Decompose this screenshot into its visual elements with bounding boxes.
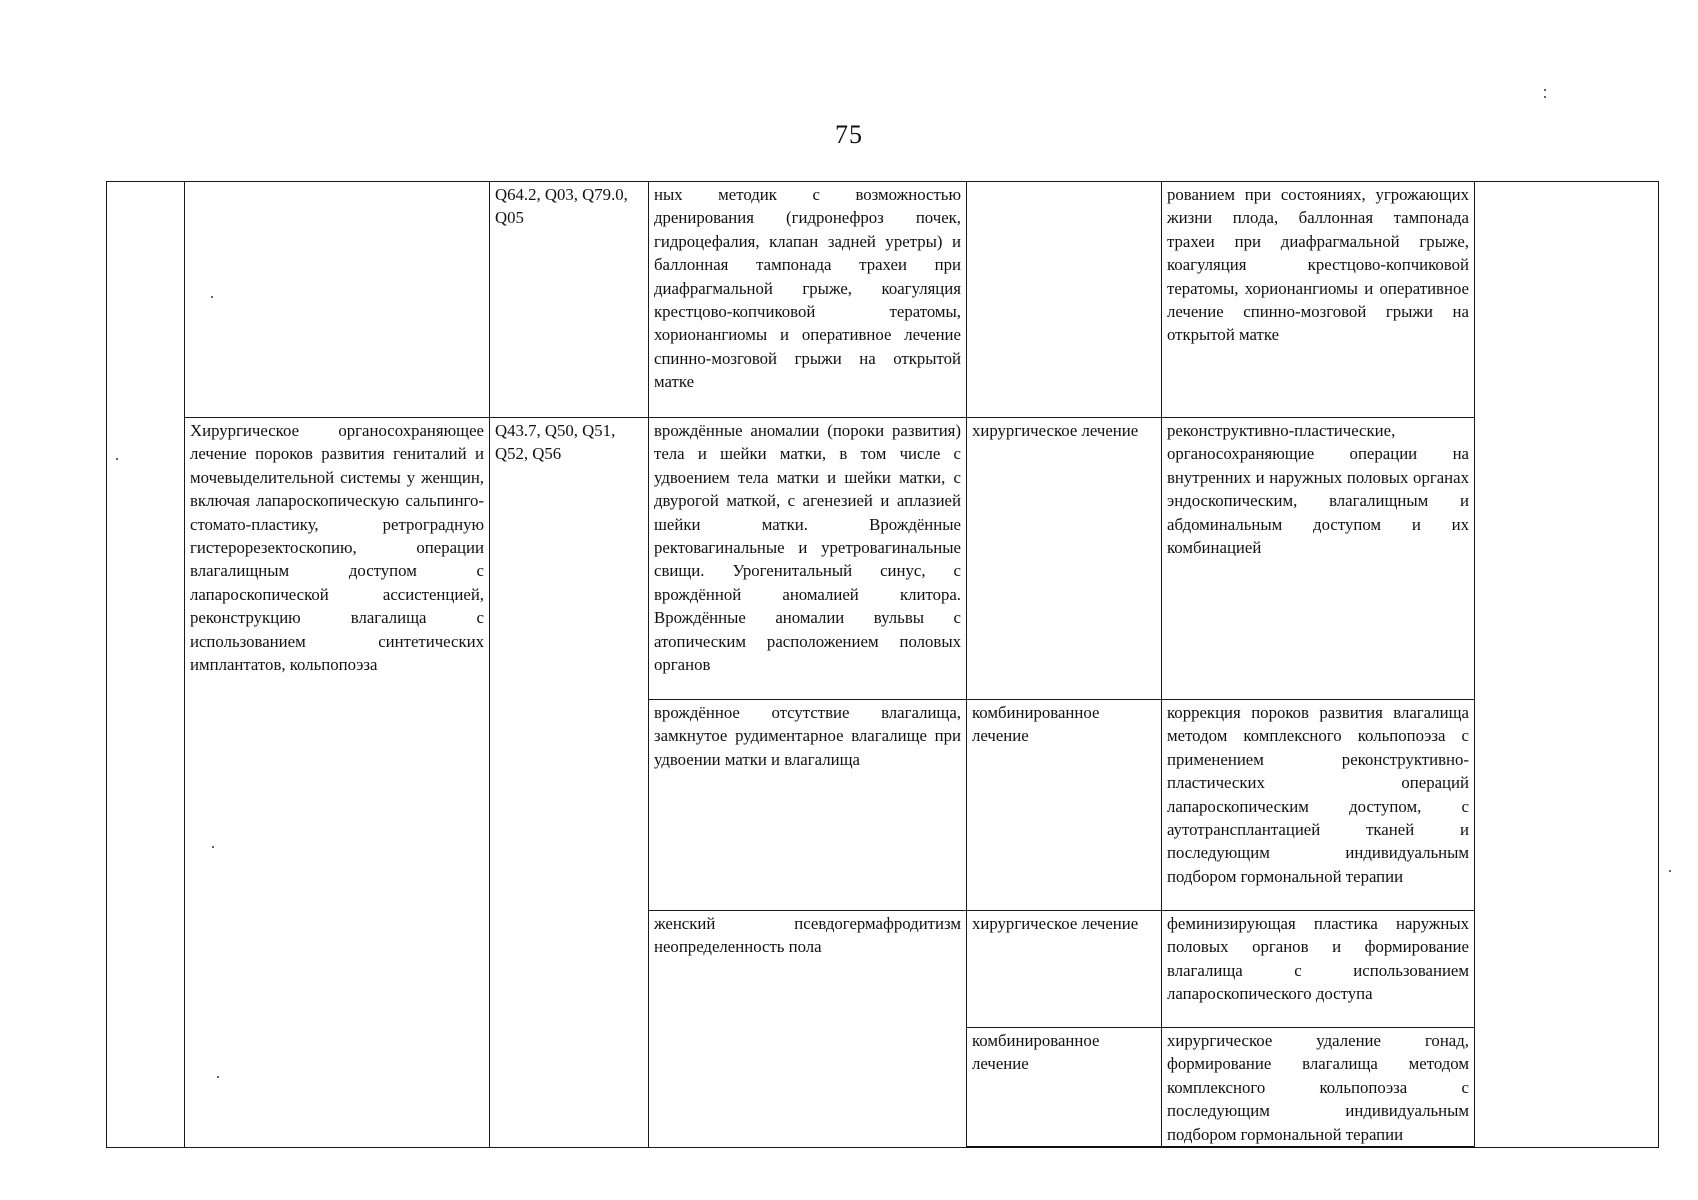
cell-codes: Q64.2, Q03, Q79.0, Q05 (490, 182, 649, 418)
cell-treatment: комбинированное лечение (967, 700, 1162, 911)
cell-model: врождённые аномалии (пороки развития) тела и шейки матки, в том числе с удвоением тела матки и шейки матки, с двурогой маткой, с агенезией и аплазией шейки матки. Врождённые ректовагинальные и уретровагинальные свищи. Урогенитальный синус, с врождённой аномалией клитора. Врождённые аномалии вульвы с атопическим расположением половых органов (649, 418, 967, 700)
cell-method: реконструктивно-пластические, органосохраняющие операции на внутренних и наружных половых органах эндоскопическим, влагалищным и абдоминальным доступом и их комбинацией (1162, 418, 1475, 700)
cell-model: врождённое отсутствие влагалища, замкнутое рудиментарное влагалище при удвоении матки и влагалища (649, 700, 967, 911)
cell-name (185, 182, 490, 418)
scan-dot (1544, 89, 1546, 91)
cell-extra (1475, 182, 1659, 1148)
cell-treatment: комбинированное лечение (967, 1028, 1162, 1148)
cell-treatment: хирургическое лечение (967, 418, 1162, 700)
cell-name: Хирургическое органосохраняющее лечение пороков развития гениталий и мочевыделительной системы у женщин, включая лапароскопическую сальпинго-стомато-пластику, ретроградную гистерорезектоскопию, операции влагалищным доступом с лапароскопической ассистенцией, реконструкцию влагалища с использованием синтетических имплантатов, кольпопоэза (185, 418, 490, 1148)
cell-method: феминизирующая пластика наружных половых органов и формирование влагалища с использованием лапароскопического доступа (1162, 911, 1475, 1028)
scan-dot (1544, 96, 1546, 98)
table-row (107, 182, 1659, 418)
page-number: 75 (835, 120, 863, 149)
cell-method: коррекция пороков развития влагалища методом комплексного кольпопоэза с применением реконструктивно-пластических операций лапароскопическим доступом, с аутотрансплантацией тканей и последующим индивидуальным подбором гормональной терапии (1162, 700, 1475, 911)
cell-number (107, 182, 185, 1148)
cell-method: рованием при состояниях, угрожающих жизни плода, баллонная тампонада трахеи при диафрагмальной грыже, коагуляция крестцово-копчиковой тератомы, хорионангиомы и оперативное лечение спинно-мозговой грыжи на открытой матке (1162, 182, 1475, 418)
medical-care-table (106, 181, 1659, 1148)
cell-codes: Q43.7, Q50, Q51, Q52, Q56 (490, 418, 649, 1148)
cell-model: ных методик с возможностью дренирования (гидронефроз почек, гидроцефалия, клапан задней уретры) и баллонная тампонада трахеи при диафрагмальной грыже, коагуляция крестцово-копчиковой тератомы, хорионангиомы и оперативное лечение спинно-мозговой грыжи на открытой матке (649, 182, 967, 418)
cell-treatment: хирургическое лечение (967, 911, 1162, 1028)
cell-method: хирургическое удаление гонад, формирование влагалища методом комплексного кольпопоэза с последующим индивидуальным подбором гормональной терапии (1162, 1028, 1475, 1148)
table-row (107, 418, 1659, 700)
scan-dot (1669, 870, 1671, 872)
cell-treatment (967, 182, 1162, 418)
cell-model: женский псевдогермафродитизм неопределенность пола (649, 911, 967, 1148)
